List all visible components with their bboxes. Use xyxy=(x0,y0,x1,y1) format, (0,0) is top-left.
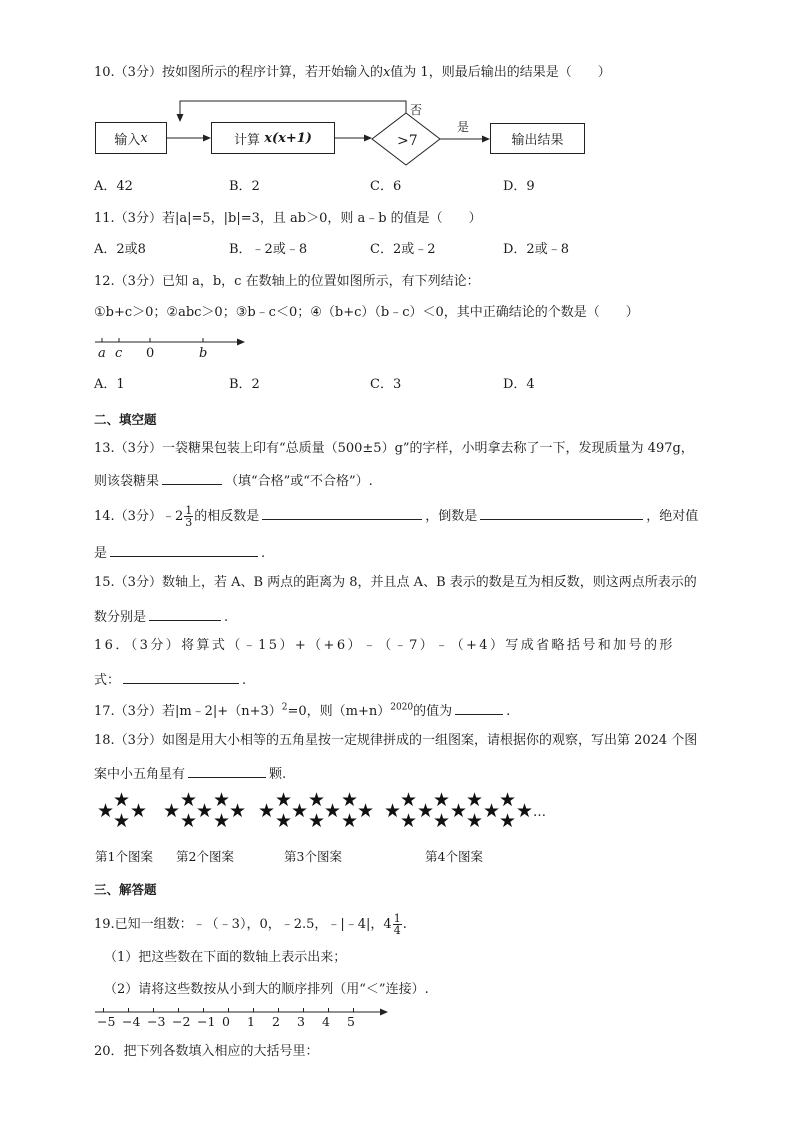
star-icon: ★ xyxy=(291,800,309,822)
q19-stem: 19.已知一组数：﹣（﹣3），0，﹣2.5，﹣|﹣4|，4 $\frac{1}{4}$ . xyxy=(94,912,407,937)
star-icon: ★ xyxy=(341,789,359,811)
q12-option-b: B．2 xyxy=(229,377,260,392)
star-icon: ★ xyxy=(466,810,484,832)
q10-option-a: A．42 xyxy=(94,179,133,194)
q14-line2: 是 . xyxy=(94,546,266,561)
q15-line2: 数分别是 . xyxy=(94,610,229,625)
star-icon: ★ xyxy=(196,800,214,822)
star-icon: ★ xyxy=(384,800,402,822)
star-icon: ★ xyxy=(275,789,293,811)
star-icon: ★ xyxy=(499,810,517,832)
star-icon: ★ xyxy=(275,810,293,832)
pattern-caption-4: 第4个图案 xyxy=(425,849,483,864)
q19-tick-mark xyxy=(178,1008,179,1012)
q19-tick-mark xyxy=(278,1008,279,1012)
q19-tick-mark xyxy=(328,1008,329,1012)
q12-stem: 12.（3分）已知 a，b，c 在数轴上的位置如图所示，有下列结论： xyxy=(94,274,480,289)
star-icon: ★ xyxy=(213,789,231,811)
q19-tick-label: −1 xyxy=(197,1014,216,1029)
q11-option-a: A．2或8 xyxy=(94,242,146,257)
q14-line1: 14.（3分）﹣2 $\frac{1}{3}$ 的相反数是 ，倒数是 ，绝对值 xyxy=(94,504,699,529)
q19-part2: （2）请将这些数按从小到大的顺序排列（用“＜”连接）. xyxy=(104,982,429,997)
flow-compute-box: 计算 x(x+1) xyxy=(211,122,335,154)
star-icon: ★ xyxy=(483,800,501,822)
q19-tick-label: 0 xyxy=(222,1014,230,1029)
q11-stem: 11.（3分）若|a|=5，|b|=3，且 ab＞0，则 a﹣b 的值是（ ） xyxy=(94,211,482,226)
q19-tick-label: −2 xyxy=(172,1014,191,1029)
q19-tick-label: 5 xyxy=(347,1014,355,1029)
q10-option-d: D．9 xyxy=(503,179,535,194)
star-icon: ★ xyxy=(433,810,451,832)
q19-tick-mark xyxy=(203,1008,204,1012)
axis-label-b: b xyxy=(199,346,208,361)
q17-line: 17.（3分）若$|m﹣2|+(n+3)^2=0$，则$(m+n)^{2020}$的值为 . xyxy=(94,702,511,719)
q13-line1: 13.（3分）一袋糖果包装上印有“总质量（500±5）g”的字样，小明拿去称了一下，发现质量为 497g， xyxy=(94,441,694,456)
q16-line2: 式： . xyxy=(94,673,247,688)
q19-tick-mark xyxy=(303,1008,304,1012)
section-fill-blank: 二、填空题 xyxy=(94,412,157,427)
star-icon: ★ xyxy=(308,789,326,811)
q19-tick-mark xyxy=(228,1008,229,1012)
q19-tick-mark xyxy=(253,1008,254,1012)
star-icon: ★ xyxy=(163,800,181,822)
q10-option-b: B．2 xyxy=(229,179,260,194)
star-icon: ★ xyxy=(324,800,342,822)
star-icon: ★ xyxy=(229,800,247,822)
star-icon: ★ xyxy=(400,810,418,832)
q19-tick-mark xyxy=(353,1008,354,1012)
star-icon: ★ xyxy=(357,800,375,822)
q19-tick-mark xyxy=(128,1008,129,1012)
q11-option-b: B．﹣2或﹣8 xyxy=(229,242,308,257)
section-solve: 三、解答题 xyxy=(94,882,157,897)
star-icon: ★ xyxy=(258,800,276,822)
q10-option-c: C．6 xyxy=(370,179,402,194)
q12-conclusions: ①b+c＞0；②abc＞0；③b﹣c＜0；④（b+c）（b﹣c）＜0，其中正确结论的个数是（ ） xyxy=(94,305,639,320)
q11-option-c: C．2或﹣2 xyxy=(370,242,436,257)
q12-option-d: D．4 xyxy=(503,377,535,392)
pattern-caption-2: 第2个图案 xyxy=(176,849,234,864)
q16-line1: 16．（3分）将算式（﹣15）+（+6）﹣（﹣7）﹣（+4）写成省略括号和加号的形 xyxy=(94,638,675,653)
star-icon: ★ xyxy=(433,789,451,811)
q10-stem: 10.（3分）按如图所示的程序计算，若开始输入的x值为 1，则最后输出的结果是（ ） xyxy=(94,65,611,80)
q11-option-d: D．2或﹣8 xyxy=(503,242,569,257)
flow-yes-label: 是 xyxy=(457,120,470,134)
star-icon: ★ xyxy=(180,810,198,832)
q19-tick-mark xyxy=(103,1008,104,1012)
star-icon: ★ xyxy=(341,810,359,832)
q19-tick-label: 3 xyxy=(297,1014,305,1029)
axis-label-a: a xyxy=(98,346,106,361)
pattern-caption-1: 第1个图案 xyxy=(95,849,153,864)
star-icon: ★ xyxy=(516,800,534,822)
star-icon: ★ xyxy=(450,800,468,822)
q19-part1: （1）把这些数在下面的数轴上表示出来； xyxy=(104,950,347,965)
star-icon: ★ xyxy=(113,789,131,811)
axis-label-zero: 0 xyxy=(146,346,155,361)
q13-line2: 则该袋糖果 （填“合格”或“不合格”）. xyxy=(94,474,373,489)
star-icon: ★ xyxy=(97,800,115,822)
q12-option-c: C．3 xyxy=(370,377,402,392)
q19-tick-label: −4 xyxy=(122,1014,141,1029)
q15-line1: 15.（3分）数轴上，若 A、B 两点的距离为 8，并且点 A、B 表示的数是互为相反数，则这两点所表示的 xyxy=(94,575,697,590)
star-icon: ★ xyxy=(400,789,418,811)
star-icon: ★ xyxy=(213,810,231,832)
star-icon: ★ xyxy=(180,789,198,811)
q19-tick-mark xyxy=(153,1008,154,1012)
flow-condition: >7 xyxy=(397,133,418,149)
axis-label-c: c xyxy=(115,346,123,361)
pattern-ellipsis: … xyxy=(533,805,546,820)
q18-line1: 18.（3分）如图是用大小相等的五角星按一定规律拼成的一组图案，请根据你的观察，写出第 2024 个图 xyxy=(94,733,698,748)
pattern-caption-3: 第3个图案 xyxy=(284,849,342,864)
star-icon: ★ xyxy=(113,810,131,832)
star-icon: ★ xyxy=(308,810,326,832)
q12-option-a: A．1 xyxy=(94,377,125,392)
flow-no-label: 否 xyxy=(410,103,423,117)
q18-line2: 案中小五角星有 颗. xyxy=(94,767,287,782)
q19-tick-label: 1 xyxy=(247,1014,255,1029)
flow-output-box: 输出结果 xyxy=(490,123,585,154)
star-icon: ★ xyxy=(466,789,484,811)
star-icon: ★ xyxy=(417,800,435,822)
q19-tick-label: −3 xyxy=(147,1014,166,1029)
star-icon: ★ xyxy=(499,789,517,811)
q20-stem: 20．把下列各数填入相应的大括号里： xyxy=(94,1044,319,1059)
q19-tick-label: 4 xyxy=(322,1014,330,1029)
star-icon: ★ xyxy=(130,800,148,822)
q19-tick-label: 2 xyxy=(272,1014,280,1029)
flow-input-box: 输入 x xyxy=(95,122,167,154)
q19-tick-label: −5 xyxy=(97,1014,116,1029)
